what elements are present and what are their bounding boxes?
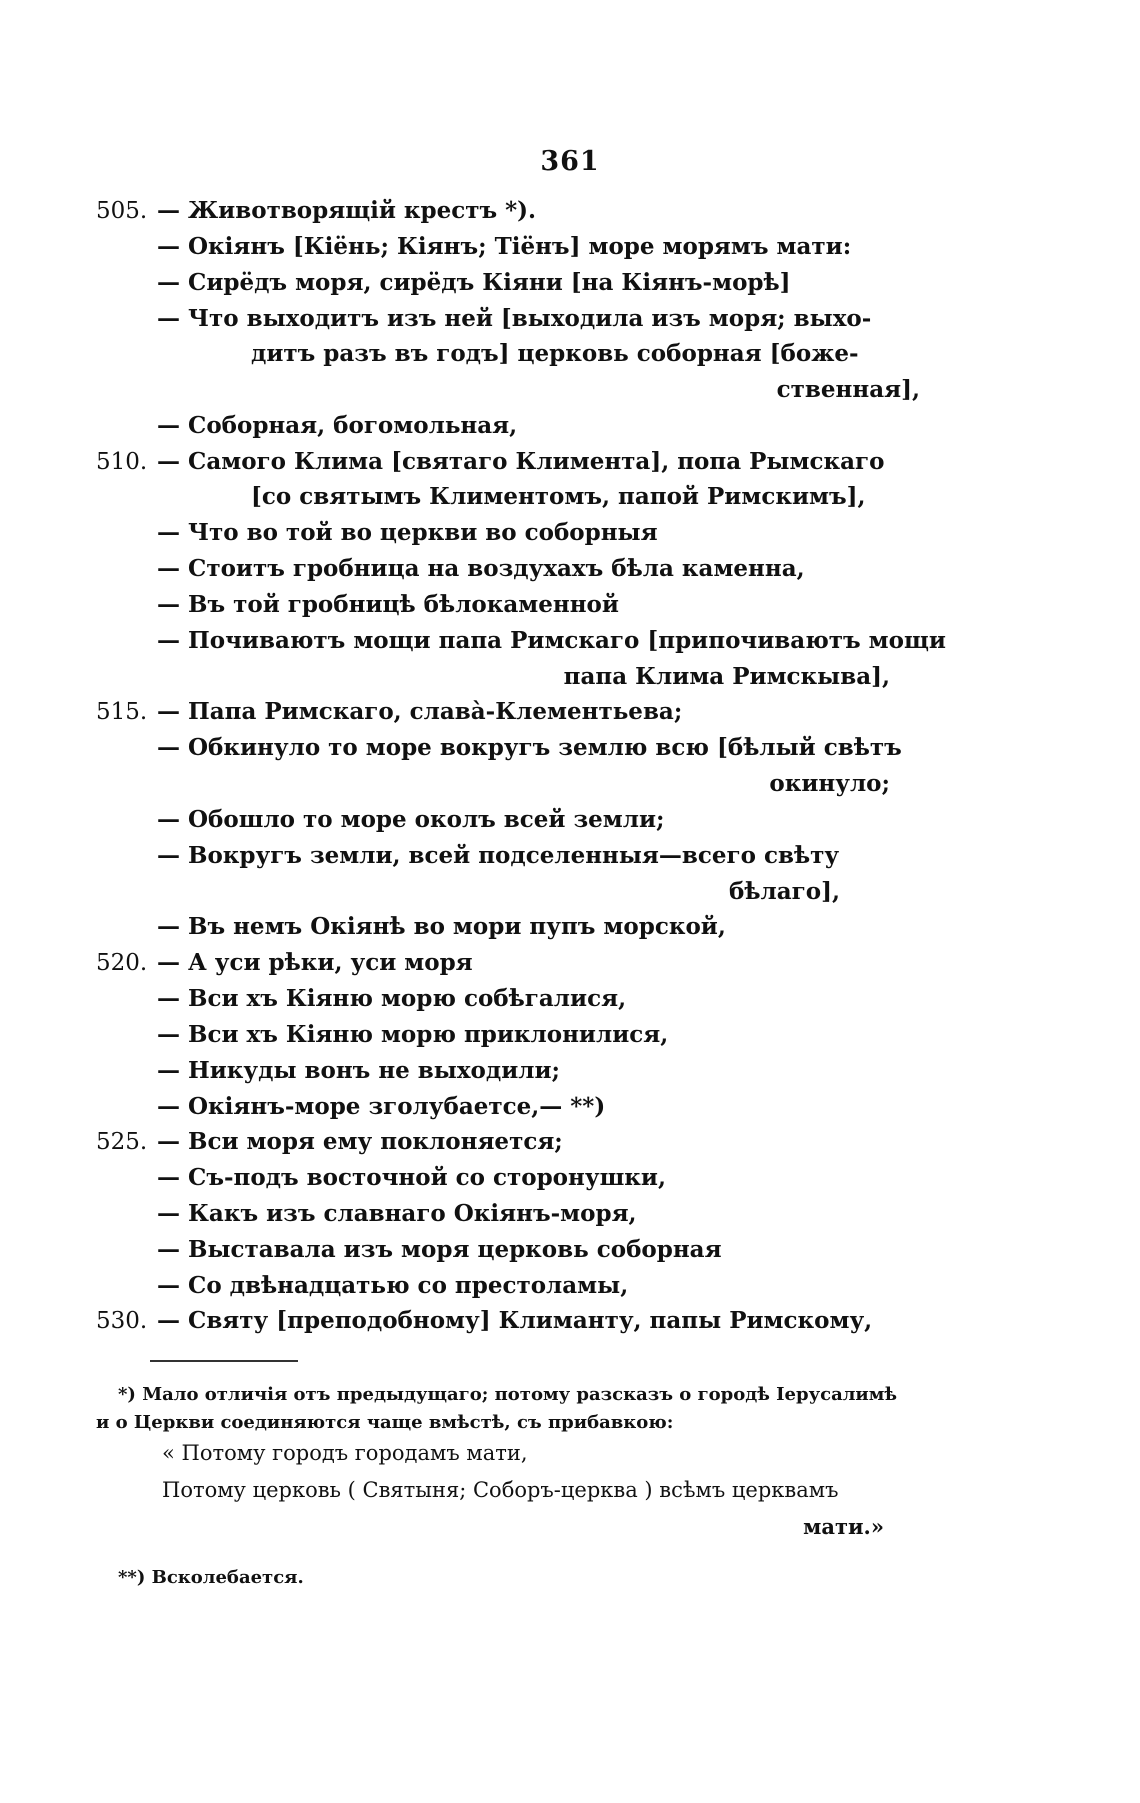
verse-text: — Почиваютъ мощи папа Римскаго [припочиваютъ мощи [157, 627, 946, 654]
verse-line [0, 1302, 1140, 1340]
verse-line [0, 765, 1140, 803]
verse-line [0, 622, 1140, 660]
verse-line [0, 443, 1140, 481]
verse-line [0, 658, 1140, 696]
verse-line [0, 478, 1140, 516]
verse-line [0, 908, 1140, 946]
verse-number: 520. [96, 950, 148, 976]
verse-line [0, 192, 1140, 230]
verse-text: бѣлаго], [729, 878, 840, 905]
footnote-text: и о Церкви соединяются чаще вмѣстѣ, съ прибавкою: [96, 1412, 674, 1433]
verse-text: — Стоитъ гробница на воздухахъ бѣла каменна, [157, 555, 805, 582]
verse-line [0, 1231, 1140, 1269]
verse-text: — Животворящій крестъ *). [157, 197, 537, 224]
verse-text: — Сирёдъ моря, сирёдъ Кіяни [на Кіянъ-морѣ] [157, 269, 791, 296]
verse-number: 515. [96, 699, 148, 725]
verse-line [0, 1123, 1140, 1161]
verse-line [0, 550, 1140, 588]
verse-text: — Папа Римскаго, славà-Клементьева; [157, 698, 683, 725]
verse-line [0, 980, 1140, 1018]
verse-text: — Что выходитъ изъ ней [выходила изъ моря; выхо- [157, 305, 872, 332]
verse-line [0, 1016, 1140, 1054]
verse-line [0, 264, 1140, 302]
verse-text: — Вси хъ Кіяню морю приклонилися, [157, 1021, 669, 1048]
verse-line [0, 944, 1140, 982]
verse-text: — Соборная, богомольная, [157, 412, 518, 439]
verse-text: — Вси хъ Кіяню морю собѣгалися, [157, 985, 627, 1012]
verse-text: [со святымъ Климентомъ, папой Римскимъ], [251, 483, 866, 510]
verse-text: — А уси рѣки, уси моря [157, 949, 473, 976]
verse-number: 510. [96, 449, 148, 475]
verse-line [0, 335, 1140, 373]
verse-text: папа Клима Римскыва], [563, 663, 890, 690]
verse-text: — Окіянъ [Кіёнь; Кіянъ; Тіёнъ] море морямъ мати: [157, 233, 852, 260]
verse-line [0, 371, 1140, 409]
verse-number: 525. [96, 1129, 148, 1155]
verse-text: — Въ немъ Окіянѣ во мори пупъ морской, [157, 913, 726, 940]
footnote-text: **) Всколебается. [118, 1567, 304, 1588]
verse-number: 505. [96, 198, 148, 224]
verse-text: — Что во той во церкви во соборныя [157, 519, 658, 546]
footnote-quote: мати.» [803, 1514, 884, 1539]
verse-line [0, 407, 1140, 445]
verse-text: — Святу [преподобному] Климанту, папы Римскому, [157, 1307, 873, 1334]
verse-text: — Въ той гробницѣ бѣлокаменной [157, 591, 619, 618]
verse-text: — Вокругъ земли, всей подселенныя—всего свѣту [157, 842, 840, 869]
verse-line [0, 1159, 1140, 1197]
verse-text: — Самого Клима [святаго Климента], попа Рымскаго [157, 448, 885, 475]
footnote-text: *) Мало отличія отъ предыдущаго; потому разсказъ о городѣ Іерусалимѣ [118, 1384, 898, 1405]
verse-line [0, 1088, 1140, 1126]
verse-text: — Обошло то море околъ всей земли; [157, 806, 665, 833]
verse-text: — Выставала изъ моря церковь соборная [157, 1236, 722, 1263]
verse-line [0, 693, 1140, 731]
verse-line [0, 837, 1140, 875]
verse-text: — Окіянъ-море зголубаетсе,— **) [157, 1093, 606, 1120]
verse-text: дитъ разъ въ годъ] церковь соборная [боже- [251, 340, 859, 367]
verse-line [0, 228, 1140, 266]
footnote-quote: « Потому городъ городамъ мати, [162, 1441, 528, 1465]
verse-line [0, 586, 1140, 624]
verse-text: — Со двѣнадцатью со престоламы, [157, 1272, 629, 1299]
verse-number: 530. [96, 1308, 148, 1334]
verse-line [0, 873, 1140, 911]
verse-text: — Какъ изъ славнаго Окіянъ-моря, [157, 1200, 637, 1227]
verse-text: — Съ-подъ восточной со сторонушки, [157, 1164, 666, 1191]
verse-line [0, 801, 1140, 839]
verse-text: окинуло; [769, 770, 890, 797]
verse-line [0, 300, 1140, 338]
footnote-quote: Потому церковь ( Святыня; Соборъ-церква ) всѣмъ церквамъ [162, 1478, 839, 1502]
verse-text: — Обкинуло то море вокругъ землю всю [бѣлый свѣтъ [157, 734, 902, 761]
verse-line [0, 729, 1140, 767]
verse-line [0, 514, 1140, 552]
verse-text: — Никуды вонъ не выходили; [157, 1057, 561, 1084]
verse-line [0, 1267, 1140, 1305]
verse-line [0, 1195, 1140, 1233]
verse-text: ственная], [776, 376, 920, 403]
verse-text: — Вси моря ему поклоняется; [157, 1128, 563, 1155]
verse-line [0, 1052, 1140, 1090]
page-number: 361 [540, 146, 600, 177]
footnote-divider [150, 1360, 298, 1362]
